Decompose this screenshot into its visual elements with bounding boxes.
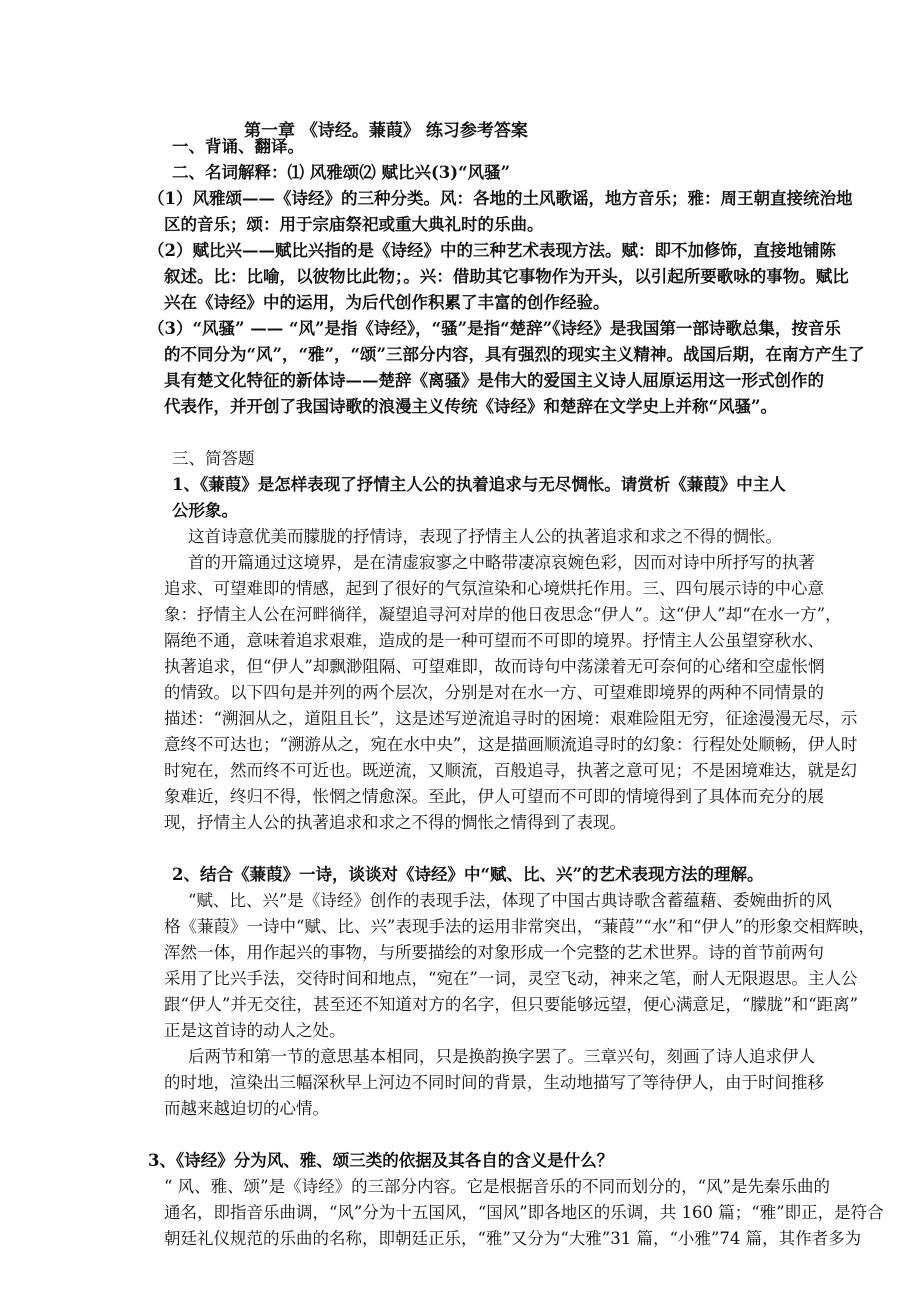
paragraph-line: 这首诗意优美而朦胧的抒情诗，表现了抒情主人公的执著追求和求之不得的惆怅。 — [188, 527, 782, 546]
paragraph-line: 执著追求，但“伊人”却飘渺阻隔、可望难即，故而诗句中荡漾着无可奈何的心绪和空虚怅惘 — [164, 657, 825, 676]
paragraph-line: 现，抒情主人公的执著追求和求之不得的惆怅之情得到了表现。 — [164, 813, 626, 832]
paragraph-line: 浑然一体，用作起兴的事物，与所要描绘的对象形成一个完整的艺术世界。诗的首节前两句 — [164, 943, 824, 962]
paragraph-line: 的时地，渲染出三幅深秋早上河边不同时间的背景，生动地描写了等待伊人，由于时间推移 — [164, 1073, 824, 1092]
paragraph-line: 格《蒹葭》一诗中“赋、比、兴”表现手法的运用非常突出，“蒹葭”“水”和“伊人”的形象交相辉映， — [164, 917, 875, 936]
paragraph-line: 的情致。以下四句是并列的两个层次，分别是对在水一方、可望难即境界的两种不同情景的 — [164, 683, 824, 702]
paragraph-line: 后两节和第一节的意思基本相同，只是换韵换字罢了。三章兴句，刻画了诗人追求伊人 — [188, 1047, 815, 1066]
paragraph-line: 象难近，终归不得，怅惘之情愈深。至此，伊人可望而不可即的情境得到了具体而充分的展 — [164, 787, 824, 806]
section-heading: 三、简答题 — [172, 449, 255, 468]
paragraph-line: “ 风、雅、颂”是《诗经》的三部分内容。它是根据音乐的不同而划分的，“风”是先秦乐曲的 — [164, 1177, 830, 1196]
paragraph-line: 描述：“溯洄从之，道阻且长”，这是述写逆流追寻时的困境：艰难险阻无穷，征途漫漫无尽，示 — [164, 709, 858, 728]
paragraph-line: 跟“伊人”并无交往，甚至还不知道对方的名字，但只要能够远望，便心满意足，“朦胧”和“距离” — [164, 995, 859, 1014]
page-title: 第一章 《诗经。蒹葭》 练习参考答案 — [244, 121, 528, 141]
question-heading: 3、《诗经》分为风、雅、颂三类的依据及其各自的含义是什么？ — [148, 1151, 614, 1170]
paragraph-line: （3）“风骚” —— “风”是指《诗经》，“骚”是指“楚辞”《诗经》是我国第一部诗歌总集，按音乐 — [148, 319, 841, 338]
paragraph-line: 叙述。比：比喻，以彼物比此物；。兴：借助其它事物作为开头，以引起所要歌咏的事物。赋比 — [164, 267, 849, 286]
question-heading: 2、结合《蒹葭》一诗，谈谈对《诗经》中“赋、比、兴”的艺术表现方法的理解。 — [172, 865, 764, 884]
paragraph-line: 的不同分为“风”，“雅”，“颂”三部分内容，具有强烈的现实主义精神。战国后期，在南方产生了 — [164, 345, 865, 364]
paragraph-line: 隔绝不通，意味着追求艰难，造成的是一种可望而不可即的境界。抒情主人公虽望穿秋水、 — [164, 631, 824, 650]
section-heading: 二、名词解释：⑴ 风雅颂⑵ 赋比兴(3)“风骚” — [172, 163, 511, 182]
paragraph-line: 兴在《诗经》中的运用，为后代创作积累了丰富的创作经验。 — [164, 293, 610, 312]
paragraph-line: （1）风雅颂——《诗经》的三种分类。风：各地的土风歌谣，地方音乐；雅：周王朝直接统治地 — [148, 189, 853, 208]
paragraph-line: 朝廷礼仪规范的乐曲的名称，即朝廷正乐，“雅”又分为“大雅”31 篇，“小雅”74 篇，其作者多为 — [164, 1229, 862, 1248]
paragraph-line: 采用了比兴手法，交待时间和地点，“宛在”一词，灵空飞动，神来之笔，耐人无限遐思。主人公 — [164, 969, 858, 988]
paragraph-line: 正是这首诗的动人之处。 — [164, 1021, 346, 1040]
question-heading: 1、《蒹葭》是怎样表现了抒情主人公的执着追求与无尽惆怅。请赏析《蒹葭》中主人 — [172, 475, 786, 494]
paragraph-line: 追求、可望难即的情感，起到了很好的气氛渲染和心境烘托作用。三、四句展示诗的中心意 — [164, 579, 824, 598]
paragraph-line: 通名，即指音乐曲调，“风”分为十五国风，“国风”即各地区的乐调，共 160 篇；“雅”即正，是符合 — [164, 1203, 884, 1222]
paragraph-line: “赋、比、兴”是《诗经》创作的表现手法，体现了中国古典诗歌含蓄蕴藉、委婉曲折的风 — [188, 891, 832, 910]
question-heading: 公形象。 — [172, 501, 238, 520]
paragraph-line: 意终不可达也；“溯游从之，宛在水中央”，这是描画顺流追寻时的幻象：行程处处顺畅，伊人时 — [164, 735, 858, 754]
paragraph-line: 而越来越迫切的心情。 — [164, 1099, 329, 1118]
paragraph-line: 时宛在，然而终不可近也。既逆流，又顺流，百般追寻，执著之意可见；不是困境难达，就是幻 — [164, 761, 857, 780]
paragraph-line: 象：抒情主人公在河畔徜徉，凝望追寻河对岸的他日夜思念“伊人”。这“伊人”却“在水一方”， — [164, 605, 842, 624]
paragraph-line: 首的开篇通过这境界，是在清虚寂寥之中略带凄凉哀婉色彩，因而对诗中所抒写的执著 — [188, 553, 815, 572]
paragraph-line: （2）赋比兴——赋比兴指的是《诗经》中的三种艺术表现方法。赋：即不加修饰，直接地铺陈 — [148, 241, 836, 260]
paragraph-line: 具有楚文化特征的新体诗——楚辞《离骚》是伟大的爱国主义诗人屈原运用这一形式创作的 — [164, 371, 824, 390]
paragraph-line: 代表作，并开创了我国诗歌的浪漫主义传统《诗经》和楚辞在文学史上并称“风骚”。 — [164, 397, 777, 416]
section-heading: 一、背诵、翻译。 — [172, 137, 304, 156]
paragraph-line: 区的音乐；颂：用于宗庙祭祀或重大典礼时的乐曲。 — [164, 215, 544, 234]
